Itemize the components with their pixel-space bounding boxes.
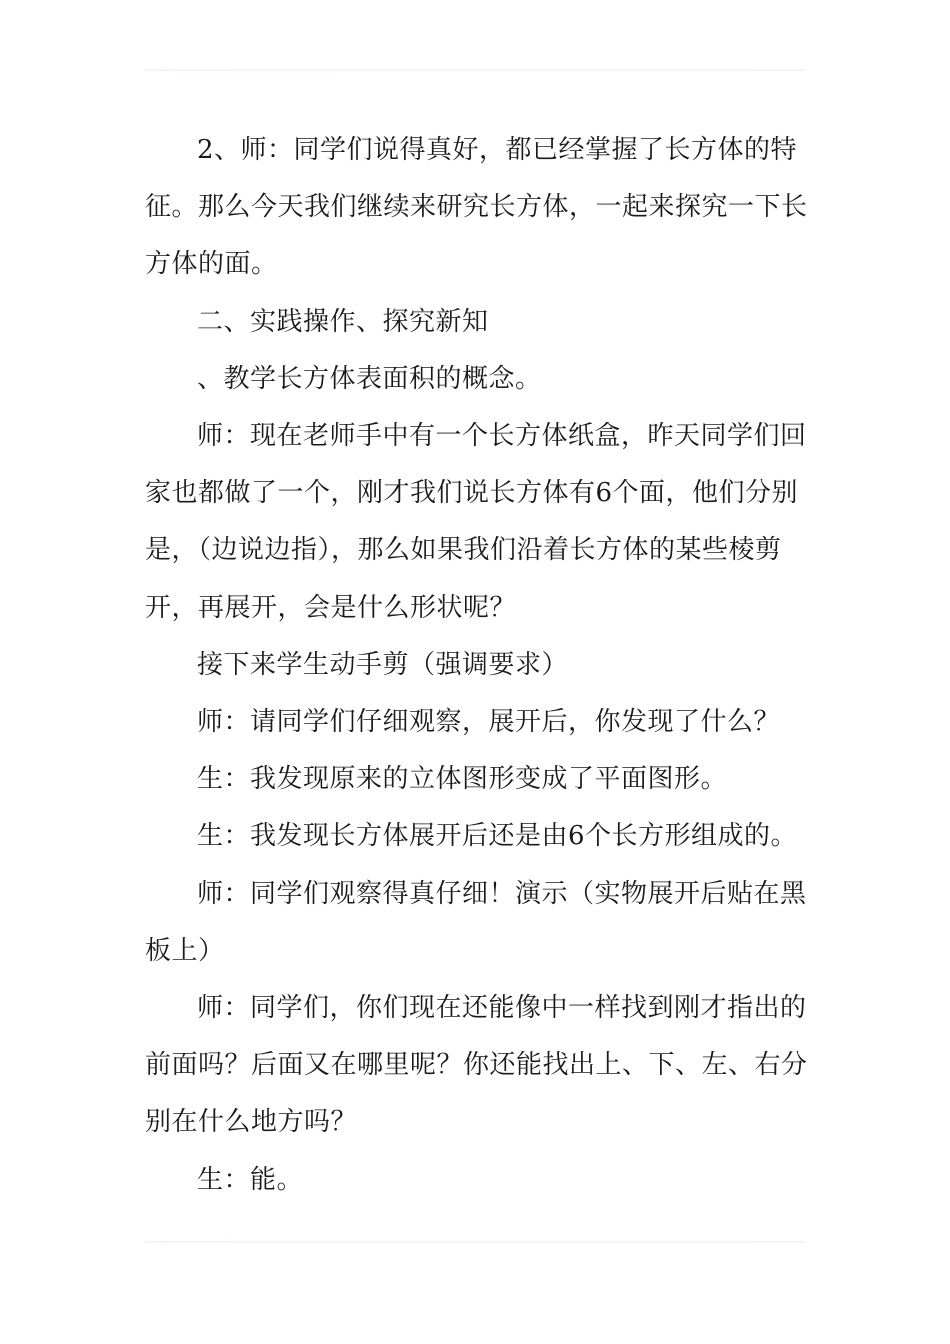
paragraph: 2、师：同学们说得真好，都已经掌握了长方体的特征。那么今天我们继续来研究长方体，一起来探究一下长方体的面。 — [145, 135, 808, 280]
section-heading: 二、实践操作、探究新知 — [197, 306, 489, 337]
paragraph: 师：现在老师手中有一个长方体纸盒，昨天同学们回家也都做了一个，刚才我们说长方体有6个面，他们分别是，（边说边指），那么如果我们沿着长方体的某些棱剪开，再展开，会是什么形状呢？ — [145, 421, 807, 623]
subsection-heading: 、教学长方体表面积的概念。 — [197, 363, 542, 394]
paragraph: 生：能。 — [197, 1164, 304, 1195]
paragraph: 师：同学们观察得真仔细！演示（实物展开后贴在黑板上） — [145, 878, 807, 966]
paragraph: 师：同学们，你们现在还能像中一样找到刚才指出的前面吗？后面又在哪里呢？你还能找出上、下、左、右分别在什么地方吗？ — [145, 993, 808, 1138]
footer-divider — [145, 1241, 805, 1243]
paragraph: 生：我发现长方体展开后还是由6个长方形组成的。 — [197, 821, 798, 852]
paragraph: 生：我发现原来的立体图形变成了平面图形。 — [197, 764, 728, 795]
document-body — [145, 122, 809, 1209]
header-divider — [145, 69, 805, 71]
paragraph: 接下来学生动手剪（强调要求） — [197, 649, 569, 680]
paragraph: 师：请同学们仔细观察，展开后，你发现了什么？ — [197, 707, 781, 738]
